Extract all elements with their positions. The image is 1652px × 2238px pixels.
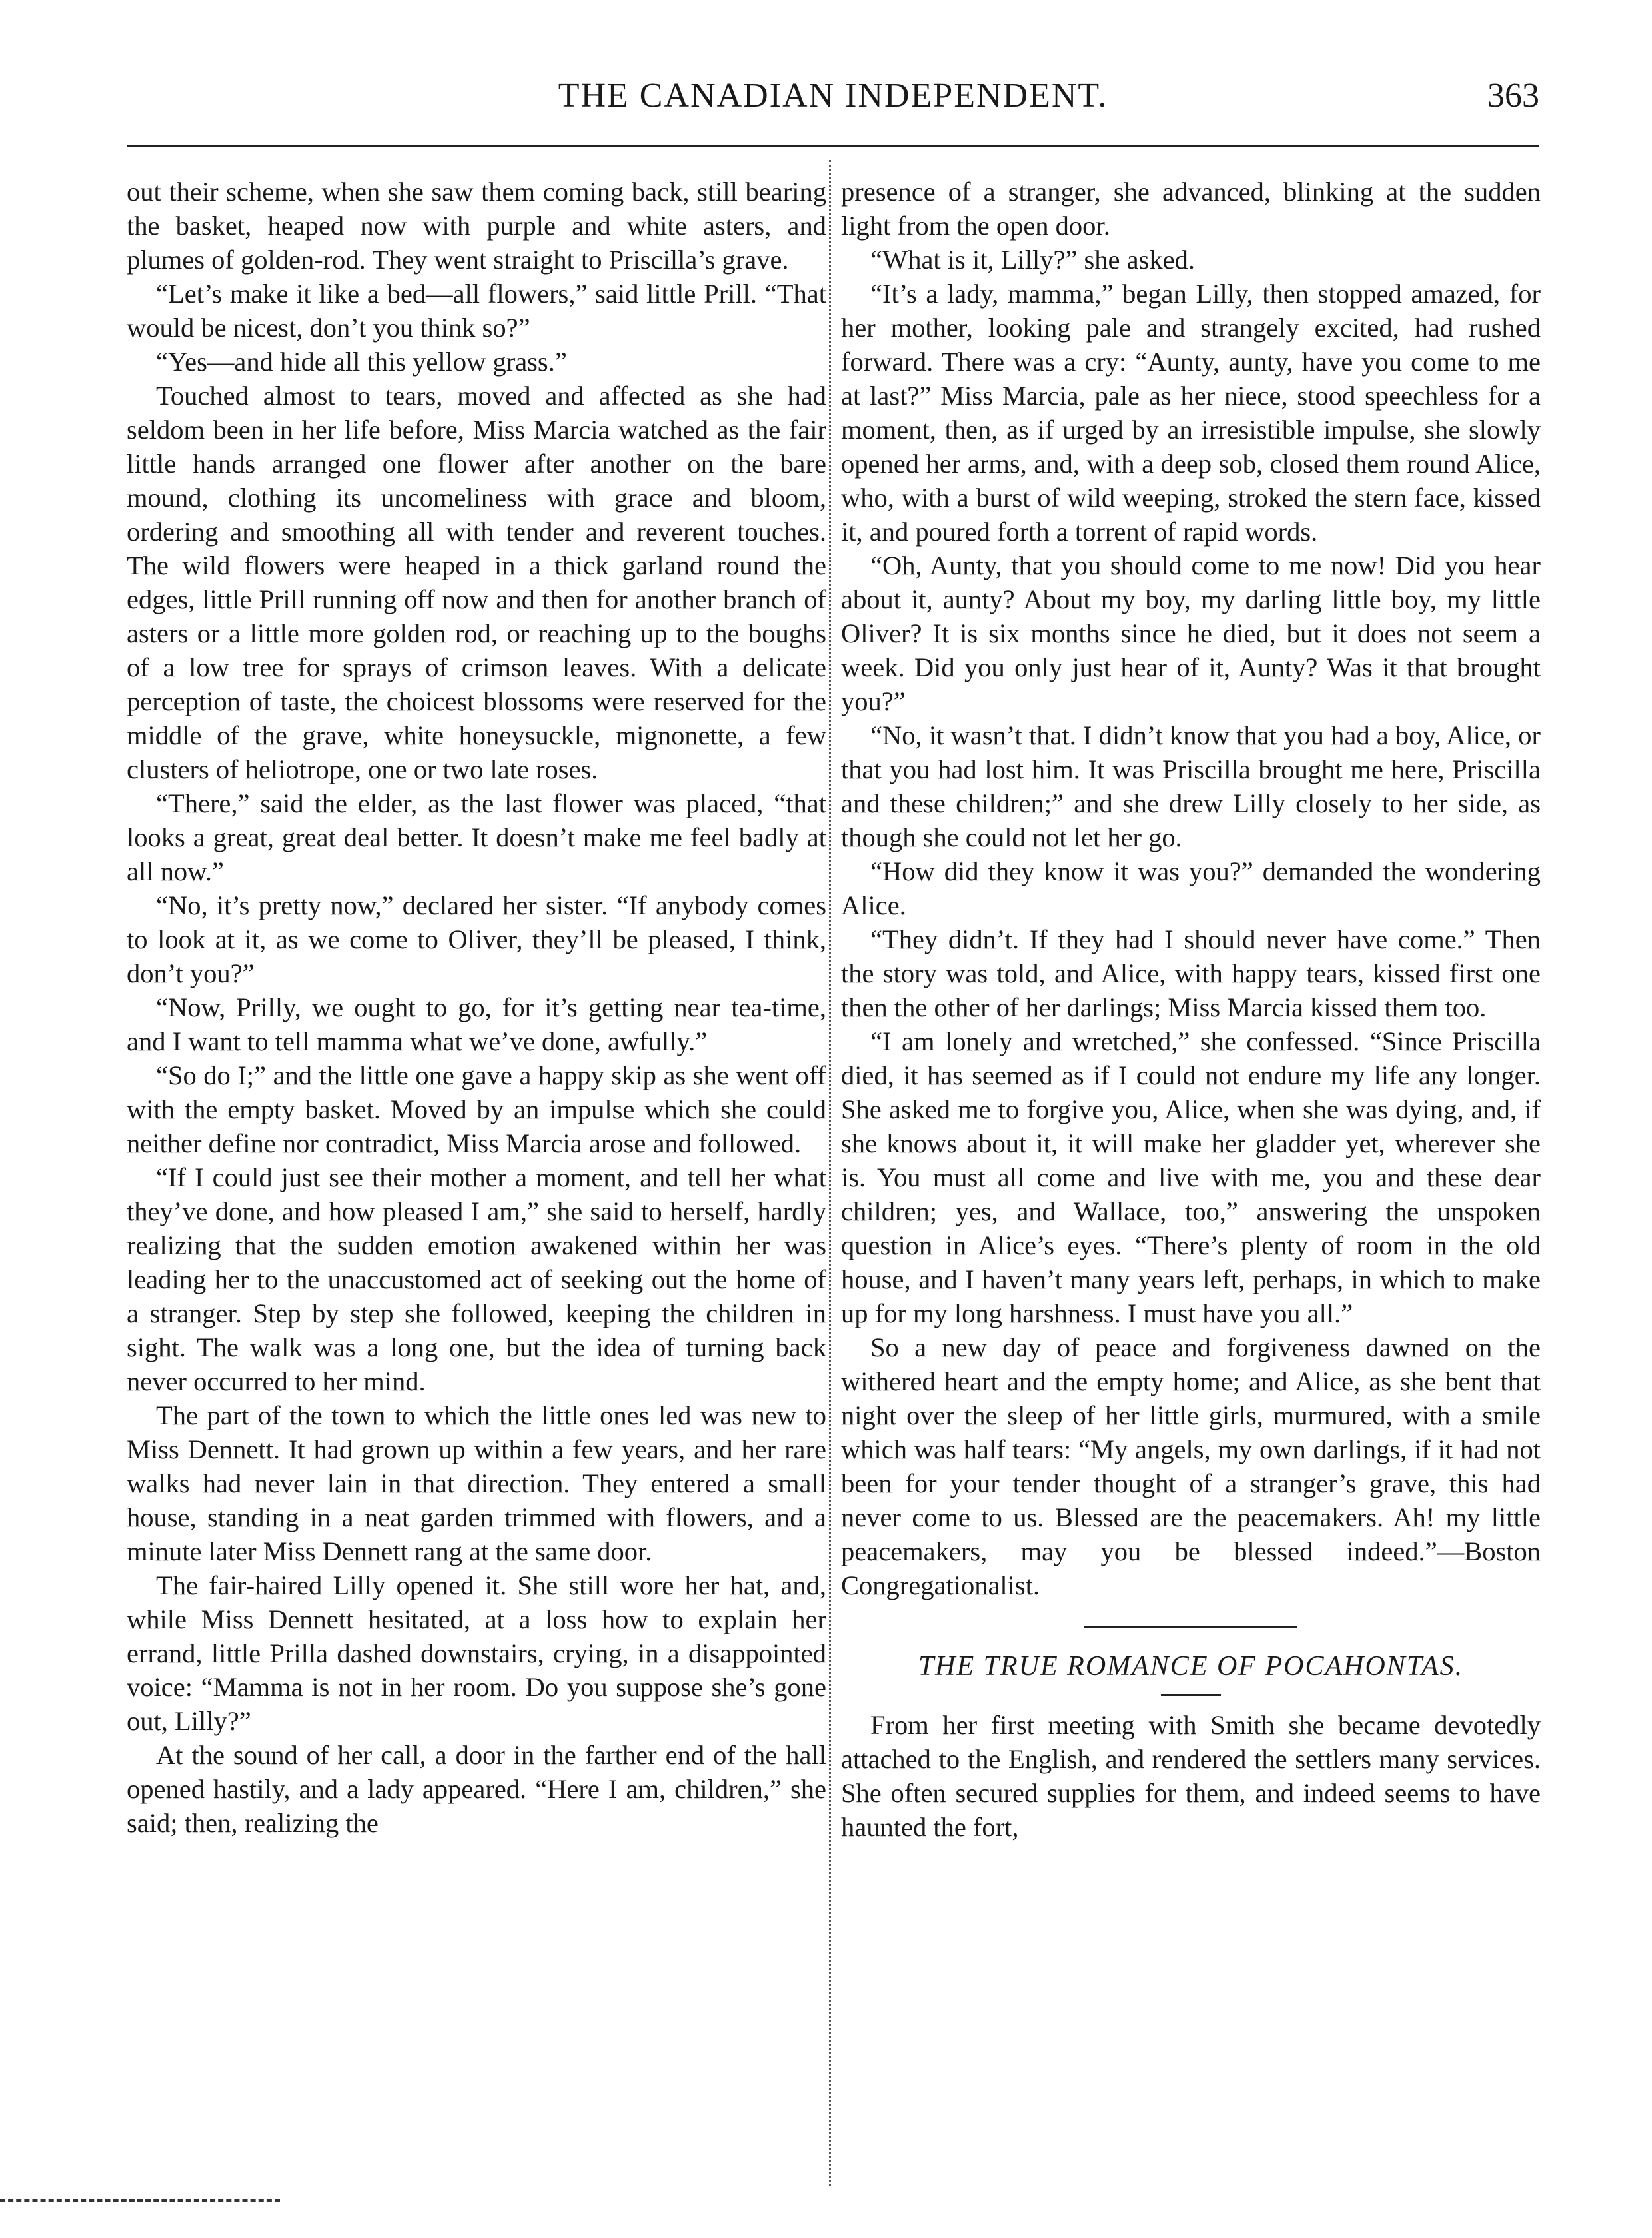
paragraph: The fair-haired Lilly opened it. She still wore her hat, and, while Miss Dennett hesitated, at a loss how to explain her errand, little Prilla dashed downstairs, crying, in a disappointed voice: “Mamma is not in her room. Do you suppose she’s gone out, Lilly?”	[127, 1570, 826, 1736]
paragraph: So a new day of peace and forgiveness dawned on the withered heart and the empty home; and Alice, as she bent that night over the sleep of her little girls, murmured, with a smile which was half tears: “My angels, my own darlings, if it had not been for your tender thought of a stranger’s grave, this had never come to us. Blessed are the peacemakers. Ah! my little peacemakers, may you be blessed indeed.”—Boston Congregationalist.	[841, 1332, 1541, 1600]
paragraph: “There,” said the elder, as the last flower was placed, “that looks a great, great deal better. It doesn’t make me feel badly at all now.”	[127, 788, 826, 886]
paragraph: At the sound of her call, a door in the farther end of the hall opened hastily, and a lady appeared. “Here I am, children,” she said; then, realizing the	[127, 1740, 826, 1838]
paragraph: The part of the town to which the little ones led was new to Miss Dennett. It had grown up within a few years, and her rare walks had never lain in that direction. They entered a small house, standing in a neat garden trimmed with flowers, and a minute later Miss Dennett rang at the same door.	[127, 1400, 826, 1566]
paragraph: “If I could just see their mother a moment, and tell her what they’ve done, and how pleased I am,” she said to herself, hardly realizing that the sudden emotion awakened within her was leading her to the unaccustomed act of seeking out the home of a stranger. Step by step she followed, keeping the children in sight. The walk was a long one, but the idea of turning back never occurred to her mind.	[127, 1162, 826, 1396]
paragraph: “Yes—and hide all this yellow grass.”	[156, 347, 567, 377]
paragraph: “How did they know it was you?” demanded the wondering Alice.	[841, 856, 1541, 920]
page-number: 363	[1487, 77, 1539, 115]
paragraph: “Oh, Aunty, that you should come to me now! Did you hear about it, aunty? About my boy, my darling little boy, my little Oliver? It is six months since he died, but it does not seem a week. Did you only just hear of it, Aunty? Was it that brought you?”	[841, 551, 1541, 716]
paragraph: presence of a stranger, she advanced, blinking at the sudden light from the open door.	[841, 177, 1541, 241]
paragraph: “What is it, Lilly?” she asked.	[870, 245, 1195, 275]
paragraph: “It’s a lady, mamma,” began Lilly, then stopped amazed, for her mother, looking pale and strangely excited, had rushed forward. There was a cry: “Aunty, aunty, have you come to me at last?” Miss Marcia, pale as her niece, stood speechless for a moment, then, as if urged by an irresistible impulse, she slowly opened her arms, and, with a deep sob, closed them round Alice, who, with a burst of wild weeping, stroked the stern face, kissed it, and poured forth a torrent of rapid words.	[841, 279, 1541, 547]
paragraph: “They didn’t. If they had I should never have come.” Then the story was told, and Alice, with happy tears, kissed first one then the other of her darlings; Miss Marcia kissed them too.	[841, 924, 1541, 1022]
paragraph: “Let’s make it like a bed—all flowers,” said little Prill. “That would be nicest, don’t you think so?”	[127, 279, 826, 343]
paragraph: “No, it wasn’t that. I didn’t know that you had a boy, Alice, or that you had lost him. It was Priscilla brought me here, Priscilla and these children;” and she drew Lilly closely to her side, as though she could not let her go.	[841, 720, 1541, 852]
paragraph: “No, it’s pretty now,” declared her sister. “If anybody comes to look at it, as we come to Oliver, they’ll be pleased, I think, don’t you?”	[127, 890, 826, 988]
paragraph: From her first meeting with Smith she became devotedly attached to the English, and rendered the settlers many services. She often secured supplies for them, and indeed seems to have haunted the fort,	[841, 1710, 1541, 1842]
paragraph: Touched almost to tears, moved and affected as she had seldom been in her life before, Miss Marcia watched as the fair little hands arranged one flower after another on the bare mound, clothing its uncomeliness with grace and bloom, ordering and smoothing all with tender and reverent touches. The wild flowers were heaped in a thick garland round the edges, little Prill running off now and then for another branch of asters or a little more golden rod, or reaching up to the boughs of a low tree for sprays of crimson leaves. With a delicate perception of taste, the choicest blossoms were reserved for the middle of the grave, white honeysuckle, mignonette, a few clusters of heliotrope, one or two late roses.	[127, 381, 826, 784]
paragraph: out their scheme, when she saw them coming back, still bearing the basket, heaped now with purple and white asters, and plumes of golden-rod. They went straight to Priscilla’s grave.	[127, 177, 826, 275]
right-column	[841, 175, 1541, 1844]
section-rule	[1084, 1626, 1297, 1628]
left-column	[127, 175, 826, 1840]
paragraph: “Now, Prilly, we ought to go, for it’s getting near tea-time, and I want to tell mamma what we’ve done, awfully.”	[127, 992, 826, 1056]
article-heading: THE TRUE ROMANCE OF POCAHONTAS.	[918, 1651, 1464, 1681]
page-edge-marks	[0, 2199, 280, 2206]
heading-rule	[1161, 1694, 1221, 1696]
paragraph: “I am lonely and wretched,” she confessed. “Since Priscilla died, it has seemed as if I could not endure my life any longer. She asked me to forgive you, Alice, when she was dying, and, if she knows about it, it will make her gladder yet, wherever she is. You must all come and live with me, you and these dear children; yes, and Wallace, too,” answering the unspoken question in Alice’s eyes. “There’s plenty of room in the old house, and I haven’t many years left, perhaps, in which to make up for my long harshness. I must have you all.”	[841, 1026, 1541, 1328]
paragraph: “So do I;” and the little one gave a happy skip as she went off with the empty basket. Moved by an impulse which she could neither define nor contradict, Miss Marcia arose and followed.	[127, 1060, 826, 1158]
publication-title: THE CANADIAN INDEPENDENT.	[558, 77, 1108, 115]
page-header	[127, 72, 1539, 120]
column-divider	[829, 160, 831, 2186]
header-rule	[127, 145, 1539, 147]
